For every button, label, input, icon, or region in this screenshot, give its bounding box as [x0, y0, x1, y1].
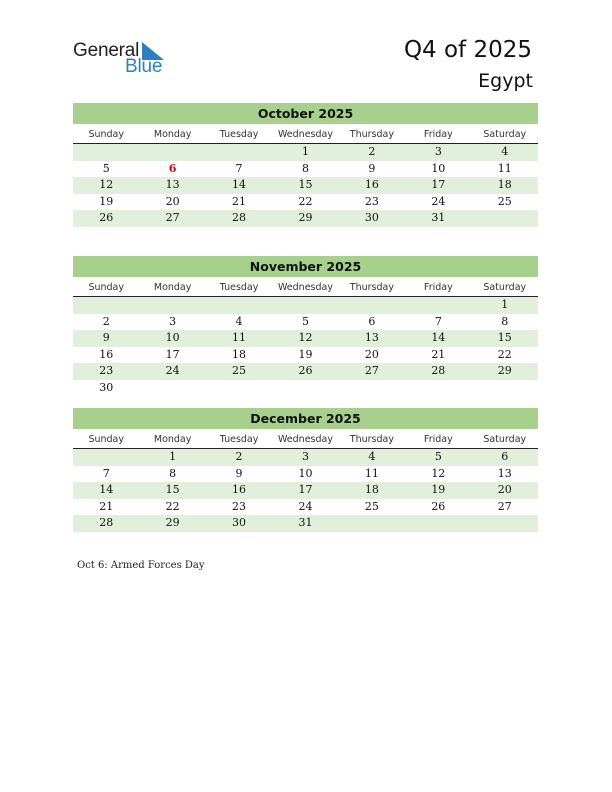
weekday-label: Tuesday [219, 129, 259, 140]
day-cell: 1 [501, 298, 509, 311]
day-cell: 30 [99, 380, 114, 394]
day-cell [405, 380, 471, 397]
day-cell: 1 [301, 145, 309, 158]
weekday-label: Tuesday [219, 282, 259, 293]
day-cell: 17 [431, 178, 446, 191]
weekday-label: Sunday [88, 129, 124, 140]
day-cell: 12 [431, 466, 446, 480]
day-cell: 20 [364, 347, 379, 361]
day-cell: 3 [434, 145, 442, 158]
day-cell: 30 [232, 516, 247, 529]
day-cell: 9 [235, 466, 243, 480]
day-cell: 22 [165, 499, 180, 513]
week-row [73, 177, 538, 194]
week-row [73, 347, 538, 364]
day-cell: 8 [169, 466, 177, 480]
day-cell: 9 [368, 161, 376, 175]
logo-general-text: General [73, 40, 140, 61]
weekday-label: Monday [153, 282, 192, 293]
day-cell [272, 380, 338, 397]
day-cell [472, 515, 538, 532]
day-cell [139, 297, 205, 314]
holiday-note: Oct 6: Armed Forces Day [77, 560, 205, 571]
day-cell [405, 515, 471, 532]
day-cell: 22 [497, 347, 512, 361]
day-cell: 18 [232, 347, 247, 361]
month-calendar [73, 408, 538, 532]
day-cell [206, 297, 272, 314]
day-cell: 25 [497, 194, 512, 208]
weekday-header-row [73, 126, 538, 144]
week-row [73, 194, 538, 211]
weekday-label: Sunday [88, 434, 124, 445]
day-cell: 26 [298, 364, 313, 377]
day-cell: 29 [298, 211, 313, 224]
day-cell: 28 [431, 364, 446, 377]
day-cell [472, 210, 538, 227]
day-cell: 28 [232, 211, 247, 224]
day-cell: 6 [501, 450, 509, 463]
day-cell: 7 [235, 161, 243, 175]
weekday-label: Sunday [88, 282, 124, 293]
day-cell: 14 [232, 178, 247, 191]
day-cell: 26 [99, 211, 114, 224]
day-cell: 5 [102, 161, 110, 175]
day-cell: 18 [364, 483, 379, 496]
day-cell: 10 [431, 161, 446, 175]
day-cell: 31 [298, 516, 313, 529]
day-cell: 15 [298, 178, 313, 191]
week-row [73, 466, 538, 483]
month-calendar [73, 103, 538, 227]
day-cell: 14 [431, 331, 446, 344]
day-cell: 7 [102, 466, 110, 480]
day-cell: 27 [364, 364, 379, 377]
day-cell: 27 [165, 211, 180, 224]
day-cell: 12 [298, 331, 313, 344]
week-row [73, 330, 538, 347]
day-cell: 13 [165, 178, 180, 191]
day-cell: 24 [431, 194, 446, 208]
week-row [73, 210, 538, 227]
day-cell: 15 [165, 483, 180, 496]
day-cell: 4 [501, 145, 509, 158]
weekday-label: Thursday [349, 434, 394, 445]
day-cell [73, 144, 139, 161]
weekday-label: Thursday [349, 129, 394, 140]
day-cell: 17 [298, 483, 313, 496]
weekday-label: Monday [153, 434, 192, 445]
day-cell: 9 [102, 331, 110, 344]
week-row [73, 297, 538, 314]
day-cell: 2 [368, 145, 376, 158]
day-cell: 10 [165, 331, 180, 344]
day-cell: 4 [368, 450, 376, 463]
day-cell: 23 [364, 194, 379, 208]
day-cell: 20 [165, 194, 180, 208]
day-cell: 3 [169, 314, 177, 328]
weekday-label: Wednesday [277, 129, 333, 140]
week-row [73, 380, 538, 397]
day-cell: 11 [232, 331, 247, 344]
day-cell [206, 380, 272, 397]
month-title: October 2025 [73, 103, 538, 124]
day-cell: 15 [497, 331, 512, 344]
day-cell: 13 [497, 466, 512, 480]
week-row [73, 161, 538, 178]
day-cell: 13 [364, 331, 379, 344]
day-cell [405, 297, 471, 314]
weekday-header-row [73, 279, 538, 297]
generalblue-logo [73, 40, 163, 77]
day-cell: 26 [431, 499, 446, 513]
month-calendar [73, 256, 538, 396]
weekday-label: Wednesday [277, 282, 333, 293]
weekday-label: Friday [423, 129, 453, 140]
weekday-label: Thursday [349, 282, 394, 293]
day-cell: 23 [99, 364, 114, 377]
day-cell: 8 [301, 161, 309, 175]
day-cell [73, 449, 139, 466]
day-cell: 19 [431, 483, 446, 496]
day-cell: 16 [232, 483, 247, 496]
day-cell: 19 [99, 194, 114, 208]
week-row [73, 499, 538, 516]
day-cell: 31 [431, 211, 446, 224]
day-cell: 2 [235, 450, 243, 463]
weekday-label: Saturday [483, 434, 527, 445]
day-cell [472, 380, 538, 397]
day-cell [73, 297, 139, 314]
day-cell: 16 [364, 178, 379, 191]
weekday-label: Monday [153, 129, 192, 140]
weekday-header-row [73, 431, 538, 449]
day-cell: 25 [364, 499, 379, 513]
week-row [73, 482, 538, 499]
day-cell [339, 297, 405, 314]
day-cell: 25 [232, 364, 247, 377]
weekday-label: Wednesday [277, 434, 333, 445]
day-cell: 7 [434, 314, 442, 328]
day-cell: 22 [298, 194, 313, 208]
day-cell: 17 [165, 347, 180, 361]
day-cell: 11 [497, 161, 512, 175]
day-cell: 24 [165, 364, 180, 377]
weekday-label: Saturday [483, 282, 527, 293]
month-title: December 2025 [73, 408, 538, 429]
day-cell: 5 [434, 450, 442, 463]
day-cell: 6 [368, 314, 376, 328]
day-cell: 2 [102, 314, 110, 328]
day-cell: 27 [497, 499, 512, 513]
day-cell: 24 [298, 499, 313, 513]
weekday-label: Tuesday [219, 434, 259, 445]
day-cell: 19 [298, 347, 313, 361]
day-cell: 5 [301, 314, 309, 328]
day-cell: 11 [364, 466, 379, 480]
day-cell: 21 [99, 499, 114, 513]
day-cell: 20 [497, 483, 512, 496]
month-title: November 2025 [73, 256, 538, 277]
day-cell [339, 515, 405, 532]
country-name: Egypt [478, 70, 533, 92]
day-cell: 30 [364, 211, 379, 224]
logo-blue-text: Blue [125, 56, 163, 77]
day-cell: 12 [99, 178, 114, 191]
day-cell: 1 [169, 450, 177, 463]
day-cell [206, 144, 272, 161]
day-cell: 18 [497, 178, 512, 191]
week-row [73, 144, 538, 161]
week-row [73, 515, 538, 532]
day-cell [139, 380, 205, 397]
day-cell: 8 [501, 314, 509, 328]
weekday-label: Friday [423, 434, 453, 445]
week-row [73, 449, 538, 466]
day-cell: 4 [235, 314, 243, 328]
week-row [73, 363, 538, 380]
day-cell: 14 [99, 483, 114, 496]
day-cell: 29 [165, 516, 180, 529]
day-cell: 21 [232, 194, 247, 208]
day-cell: 29 [497, 364, 512, 377]
day-cell: 16 [99, 347, 114, 361]
day-cell [139, 144, 205, 161]
day-cell [272, 297, 338, 314]
week-row [73, 314, 538, 331]
day-cell: 21 [431, 347, 446, 361]
weekday-label: Saturday [483, 129, 527, 140]
day-cell: 28 [99, 516, 114, 529]
day-cell: 3 [301, 450, 309, 463]
day-cell: 10 [298, 466, 313, 480]
holiday-day-cell: 6 [168, 161, 177, 175]
page-title: Q4 of 2025 [403, 37, 532, 63]
weekday-label: Friday [423, 282, 453, 293]
day-cell: 23 [232, 499, 247, 513]
holiday-notes [77, 560, 205, 571]
day-cell [339, 380, 405, 397]
